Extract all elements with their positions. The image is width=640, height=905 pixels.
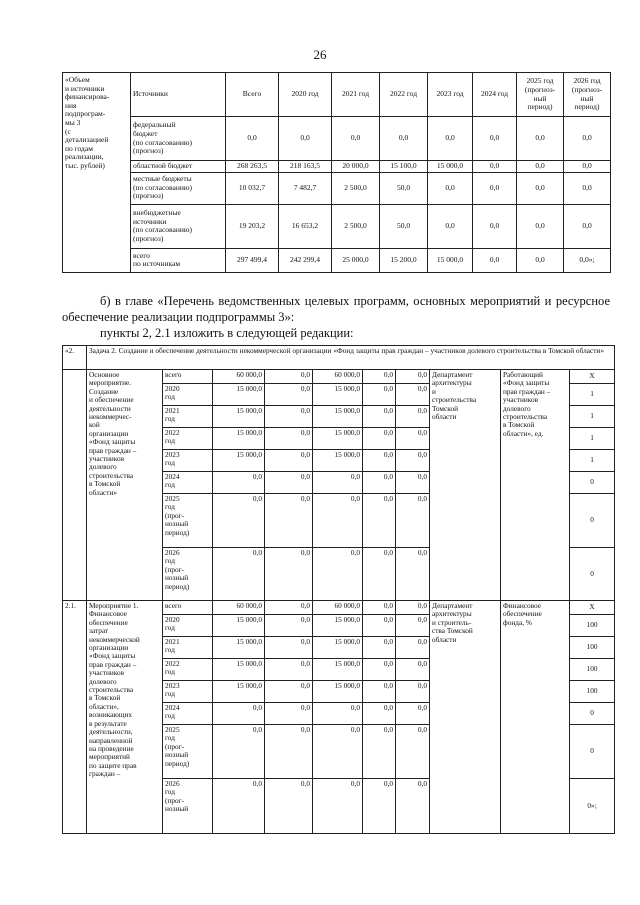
amount-cell: 2 500,0 <box>332 172 380 204</box>
regional-cell: 0,0 <box>313 548 363 601</box>
amount-cell: 218 163,5 <box>279 161 332 173</box>
measures-table <box>62 345 615 834</box>
financing-table <box>62 72 611 273</box>
table1-header: 2020 год <box>279 73 332 117</box>
source-cell: внебюджетные источники (по согласованию) (прогноз) <box>131 204 226 248</box>
amount-cell: 0,0 <box>564 161 611 173</box>
table1-header: Всего <box>226 73 279 117</box>
local-cell: 0,0 <box>363 659 396 681</box>
amount-cell: 15 000,0 <box>428 161 473 173</box>
measure-row <box>63 370 615 384</box>
regional-cell: 15 000,0 <box>313 637 363 659</box>
federal-cell: 0,0 <box>265 601 313 615</box>
table1-header: 2026 год (прогноз- ный период) <box>564 73 611 117</box>
amount-cell: 16 653,2 <box>279 204 332 248</box>
federal-cell: 0,0 <box>265 370 313 384</box>
federal-cell: 0,0 <box>265 615 313 637</box>
amount-cell: 0,0 <box>517 161 564 173</box>
extrabudget-cell: 0,0 <box>396 472 430 494</box>
amount-cell: 0,0 <box>564 204 611 248</box>
period-cell: 2022 год <box>163 428 213 450</box>
total-cell: 15 000,0 <box>213 637 265 659</box>
regional-cell: 0,0 <box>313 472 363 494</box>
page-number: 26 <box>313 47 327 62</box>
amount-cell: 242 299,4 <box>279 248 332 272</box>
amount-cell: 0,0 <box>428 172 473 204</box>
regional-cell: 0,0 <box>313 725 363 779</box>
local-cell: 0,0 <box>363 472 396 494</box>
regional-cell: 15 000,0 <box>313 428 363 450</box>
extrabudget-cell: 0,0 <box>396 548 430 601</box>
table1-header: 2023 год <box>428 73 473 117</box>
extrabudget-cell: 0,0 <box>396 450 430 472</box>
federal-cell: 0,0 <box>265 428 313 450</box>
federal-cell: 0,0 <box>265 450 313 472</box>
regional-cell: 15 000,0 <box>313 681 363 703</box>
amount-cell: 0,0 <box>517 117 564 161</box>
local-cell: 0,0 <box>363 601 396 615</box>
total-cell: 15 000,0 <box>213 406 265 428</box>
subprogram-label: «Объем и источники финансирова- ния подпрограм- мы 3 (с детализацией по годам реализации, тыс. рублей) <box>63 73 131 273</box>
extrabudget-cell: 0,0 <box>396 370 430 384</box>
total-cell: 60 000,0 <box>213 370 265 384</box>
federal-cell: 0,0 <box>265 472 313 494</box>
federal-cell: 0,0 <box>265 637 313 659</box>
regional-cell: 60 000,0 <box>313 370 363 384</box>
total-cell: 15 000,0 <box>213 450 265 472</box>
local-cell: 0,0 <box>363 370 396 384</box>
period-cell: 2025 год (прог- нозный период) <box>163 494 213 548</box>
amount-cell: 0,0 <box>279 117 332 161</box>
indicator-value-cell: 0 <box>570 548 615 601</box>
amount-cell: 50,0 <box>380 172 428 204</box>
regional-cell: 15 000,0 <box>313 384 363 406</box>
amount-cell: 25 000,0 <box>332 248 380 272</box>
paragraph-points: пункты 2, 2.1 изложить в следующей редакции: <box>100 326 354 340</box>
indicator-value-cell: 0 <box>570 494 615 548</box>
period-cell: 2024 год <box>163 472 213 494</box>
period-cell: 2026 год (прог- нозный период) <box>163 548 213 601</box>
period-cell: 2025 год (прог- нозный период) <box>163 725 213 779</box>
federal-cell: 0,0 <box>265 406 313 428</box>
executor-cell: Департамент архитектуры и строительства Томской области <box>430 370 501 601</box>
total-cell: 15 000,0 <box>213 615 265 637</box>
local-cell: 0,0 <box>363 681 396 703</box>
table1-row <box>63 161 611 173</box>
indicator-value-cell: 100 <box>570 681 615 703</box>
amount-cell: 0,0 <box>473 204 517 248</box>
amount-cell: 0,0 <box>428 117 473 161</box>
amount-cell: 50,0 <box>380 204 428 248</box>
measure-row <box>63 601 615 615</box>
period-cell: 2021 год <box>163 406 213 428</box>
period-cell: 2023 год <box>163 681 213 703</box>
period-cell: 2024 год <box>163 703 213 725</box>
extrabudget-cell: 0,0 <box>396 725 430 779</box>
total-cell: 60 000,0 <box>213 601 265 615</box>
indicator-value-cell: 1 <box>570 384 615 406</box>
amount-cell: 0,0 <box>517 248 564 272</box>
amount-cell: 0,0 <box>517 172 564 204</box>
measure-name: Мероприятие 1. Финансовое обеспечение затрат некоммерческой организации «Фонд защиты прав граждан – участников долевого строительства в Томской области», возникающих в результате деятельности, направленной на проведение мероприятий по защите прав граждан – <box>87 601 163 834</box>
amount-cell: 10 032,7 <box>226 172 279 204</box>
amount-cell: 0,0»; <box>564 248 611 272</box>
extrabudget-cell: 0,0 <box>396 779 430 834</box>
total-cell: 0,0 <box>213 494 265 548</box>
indicator-value-cell: 0 <box>570 472 615 494</box>
table1-header: Источники <box>131 73 226 117</box>
extrabudget-cell: 0,0 <box>396 601 430 615</box>
total-cell: 0,0 <box>213 779 265 834</box>
source-cell: всего по источникам <box>131 248 226 272</box>
extrabudget-cell: 0,0 <box>396 615 430 637</box>
total-cell: 0,0 <box>213 548 265 601</box>
source-cell: местные бюджеты (по согласованию) (прогноз) <box>131 172 226 204</box>
extrabudget-cell: 0,0 <box>396 703 430 725</box>
amount-cell: 2 500,0 <box>332 204 380 248</box>
task-text: Задача 2. Создание и обеспечение деятельности некоммерческой организации «Фонд защиты прав граждан – участников долевого строительства в Томской области» <box>87 346 615 370</box>
indicator-cell: Работающий «Фонд защиты прав граждан – участников долевого строительства в Томской области», ед. <box>501 370 570 601</box>
amount-cell: 15 200,0 <box>380 248 428 272</box>
source-cell: федеральный бюджет (по согласованию) (прогноз) <box>131 117 226 161</box>
period-cell: 2020 год <box>163 384 213 406</box>
indicator-value-cell: X <box>570 601 615 615</box>
total-cell: 15 000,0 <box>213 659 265 681</box>
total-cell: 15 000,0 <box>213 428 265 450</box>
local-cell: 0,0 <box>363 406 396 428</box>
period-cell: 2020 год <box>163 615 213 637</box>
total-cell: 15 000,0 <box>213 681 265 703</box>
total-cell: 0,0 <box>213 725 265 779</box>
indicator-value-cell: 0 <box>570 703 615 725</box>
indicator-value-cell: 100 <box>570 615 615 637</box>
source-cell: областной бюджет <box>131 161 226 173</box>
local-cell: 0,0 <box>363 450 396 472</box>
amount-cell: 7 482,7 <box>279 172 332 204</box>
federal-cell: 0,0 <box>265 548 313 601</box>
amount-cell: 0,0 <box>226 117 279 161</box>
period-cell: всего <box>163 370 213 384</box>
regional-cell: 15 000,0 <box>313 450 363 472</box>
measure-number: 2.1. <box>63 601 87 834</box>
amount-cell: 0,0 <box>473 117 517 161</box>
indicator-cell: Финансовое обеспечение фонда, % <box>501 601 570 834</box>
extrabudget-cell: 0,0 <box>396 637 430 659</box>
extrabudget-cell: 0,0 <box>396 428 430 450</box>
extrabudget-cell: 0,0 <box>396 494 430 548</box>
indicator-value-cell: X <box>570 370 615 384</box>
amount-cell: 15 000,0 <box>428 248 473 272</box>
local-cell: 0,0 <box>363 725 396 779</box>
local-cell: 0,0 <box>363 428 396 450</box>
local-cell: 0,0 <box>363 548 396 601</box>
table1-header: 2024 год <box>473 73 517 117</box>
total-cell: 15 000,0 <box>213 384 265 406</box>
indicator-value-cell: 100 <box>570 637 615 659</box>
regional-cell: 0,0 <box>313 779 363 834</box>
amount-cell: 297 499,4 <box>226 248 279 272</box>
regional-cell: 0,0 <box>313 703 363 725</box>
federal-cell: 0,0 <box>265 659 313 681</box>
indicator-value-cell: 0»; <box>570 779 615 834</box>
indicator-value-cell: 0 <box>570 725 615 779</box>
period-cell: 2022 год <box>163 659 213 681</box>
federal-cell: 0,0 <box>265 779 313 834</box>
amount-cell: 0,0 <box>564 172 611 204</box>
table1-header: 2022 год <box>380 73 428 117</box>
table1-row <box>63 204 611 248</box>
indicator-value-cell: 1 <box>570 406 615 428</box>
federal-cell: 0,0 <box>265 681 313 703</box>
amount-cell: 20 000,0 <box>332 161 380 173</box>
indicator-value-cell: 1 <box>570 450 615 472</box>
federal-cell: 0,0 <box>265 703 313 725</box>
extrabudget-cell: 0,0 <box>396 681 430 703</box>
total-cell: 0,0 <box>213 472 265 494</box>
paragraph-b: б) в главе «Перечень ведомственных целевых программ, основных мероприятий и ресурсное обеспечение реализации подпрограммы 3»: <box>62 294 610 324</box>
table1-row <box>63 117 611 161</box>
period-cell: 2023 год <box>163 450 213 472</box>
local-cell: 0,0 <box>363 703 396 725</box>
period-cell: 2026 год (прог- нозный <box>163 779 213 834</box>
amount-cell: 0,0 <box>473 248 517 272</box>
table1-header: 2021 год <box>332 73 380 117</box>
extrabudget-cell: 0,0 <box>396 384 430 406</box>
period-cell: 2021 год <box>163 637 213 659</box>
regional-cell: 15 000,0 <box>313 406 363 428</box>
federal-cell: 0,0 <box>265 494 313 548</box>
amount-cell: 268 263,5 <box>226 161 279 173</box>
federal-cell: 0,0 <box>265 384 313 406</box>
local-cell: 0,0 <box>363 779 396 834</box>
amount-cell: 0,0 <box>517 204 564 248</box>
table1-row <box>63 172 611 204</box>
total-cell: 0,0 <box>213 703 265 725</box>
task-number: «2. <box>63 346 87 370</box>
regional-cell: 15 000,0 <box>313 615 363 637</box>
local-cell: 0,0 <box>363 384 396 406</box>
local-cell: 0,0 <box>363 494 396 548</box>
regional-cell: 15 000,0 <box>313 659 363 681</box>
amount-cell: 0,0 <box>380 117 428 161</box>
indicator-value-cell: 100 <box>570 659 615 681</box>
period-cell: всего <box>163 601 213 615</box>
extrabudget-cell: 0,0 <box>396 406 430 428</box>
amount-cell: 0,0 <box>473 161 517 173</box>
measure-name: Основное мероприятие. Создание и обеспечение деятельности некоммерчес- кой организации «Фонд защиты прав граждан – участников долевого строительства в Томской области» <box>87 370 163 601</box>
amount-cell: 0,0 <box>473 172 517 204</box>
table1-header: 2025 год (прогноз- ный период) <box>517 73 564 117</box>
local-cell: 0,0 <box>363 615 396 637</box>
table1-row <box>63 248 611 272</box>
executor-cell: Департамент архитектуры и строитель- ства Томской области <box>430 601 501 834</box>
amount-cell: 15 100,0 <box>380 161 428 173</box>
amount-cell: 0,0 <box>564 117 611 161</box>
amount-cell: 0,0 <box>428 204 473 248</box>
amount-cell: 0,0 <box>332 117 380 161</box>
indicator-value-cell: 1 <box>570 428 615 450</box>
local-cell: 0,0 <box>363 637 396 659</box>
amount-cell: 19 203,2 <box>226 204 279 248</box>
measure-number <box>63 370 87 601</box>
extrabudget-cell: 0,0 <box>396 659 430 681</box>
regional-cell: 0,0 <box>313 494 363 548</box>
federal-cell: 0,0 <box>265 725 313 779</box>
regional-cell: 60 000,0 <box>313 601 363 615</box>
